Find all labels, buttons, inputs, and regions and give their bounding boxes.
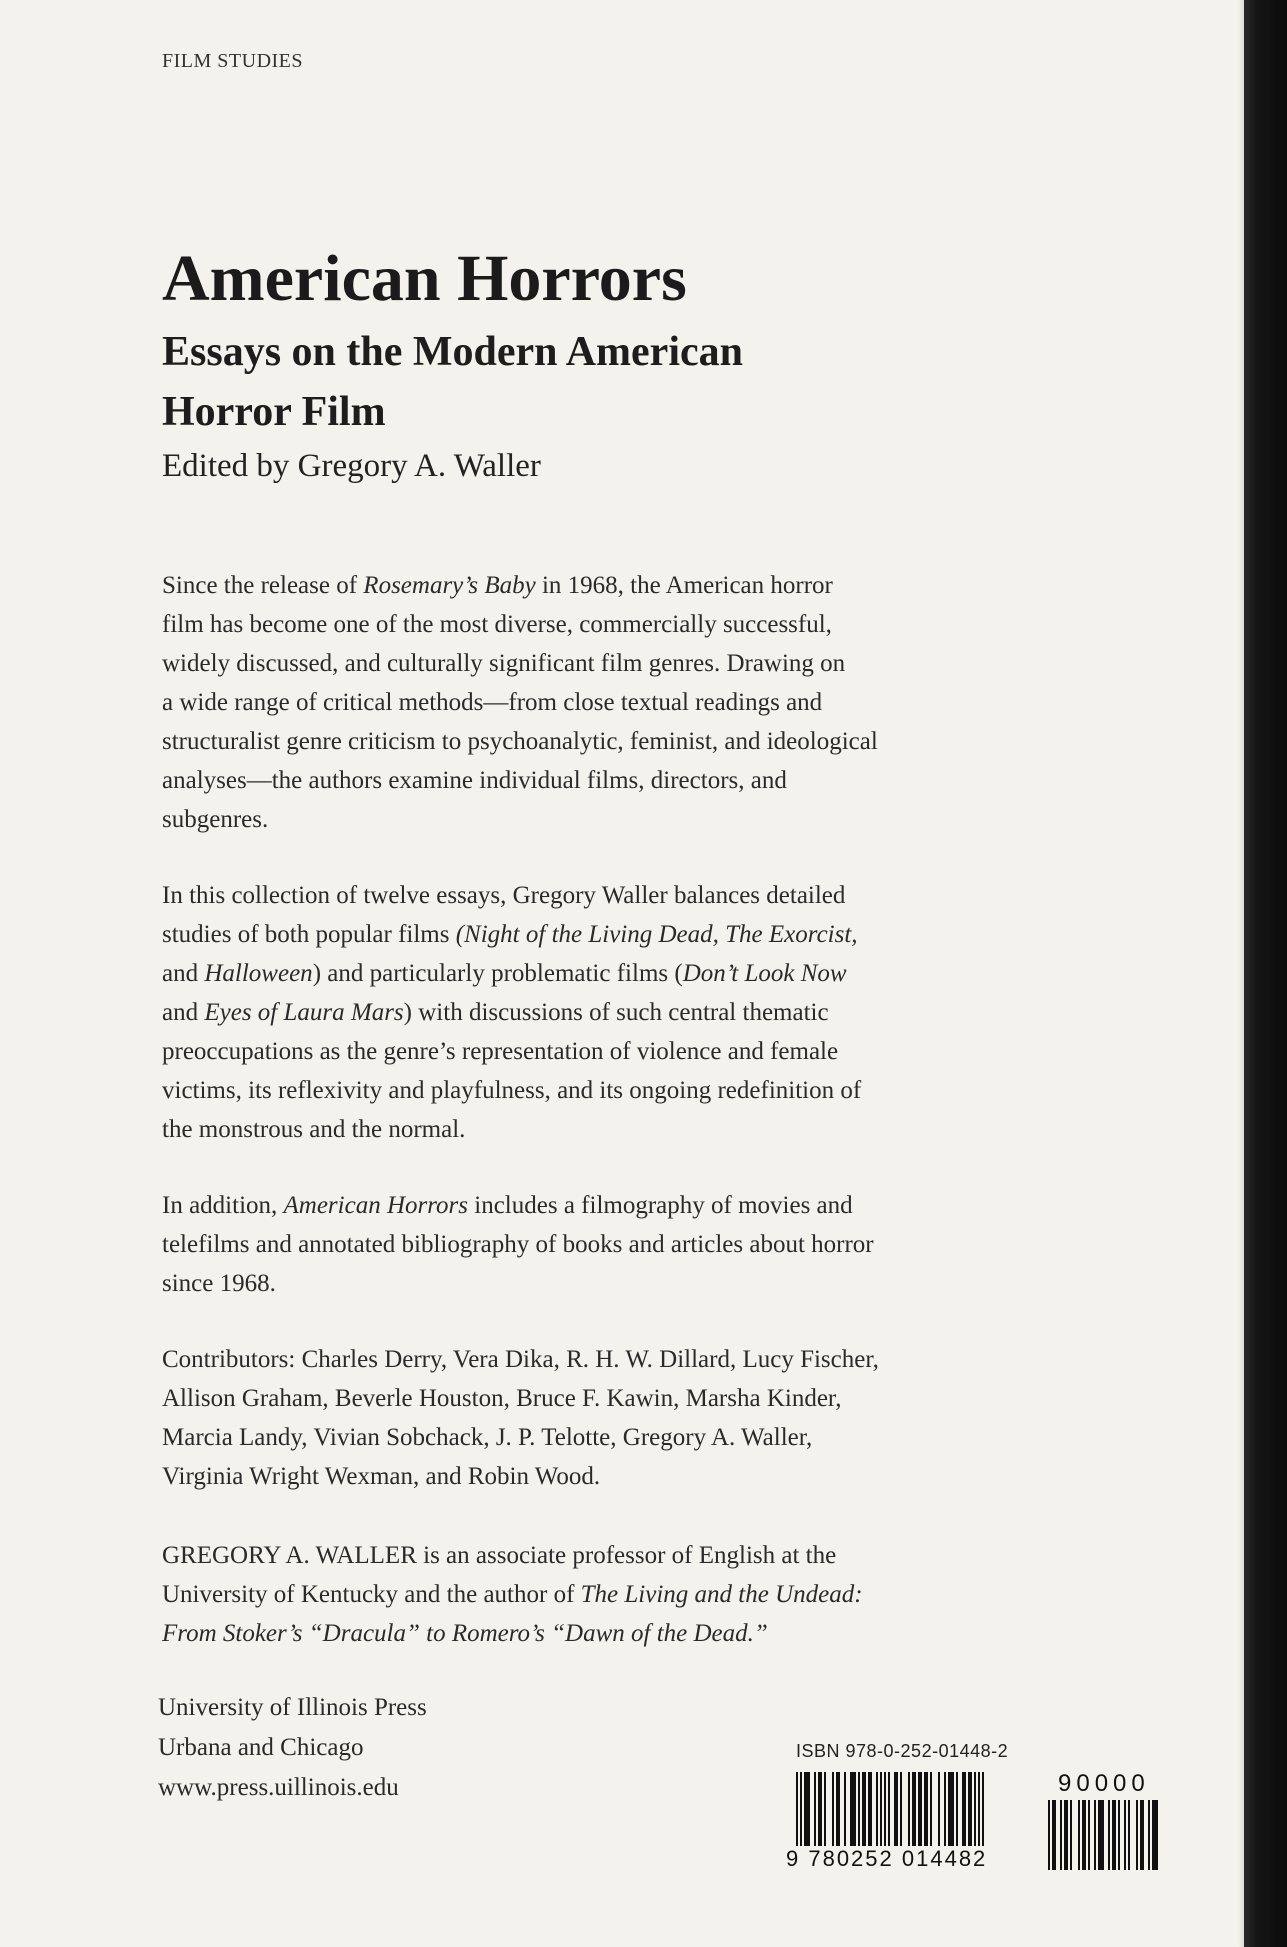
publisher-block: [158, 1688, 427, 1808]
barcode-bar: [956, 1772, 958, 1846]
book-spine: [1244, 0, 1287, 1947]
barcode-bar: [1148, 1800, 1150, 1870]
barcode-bar: [1060, 1800, 1062, 1870]
subtitle-line-1: Essays on the Modern American: [162, 329, 743, 375]
text-line: and Halloween) and particularly problematic films (Don’t Look Now: [162, 960, 847, 987]
subtitle-line-2: Horror Film: [162, 389, 386, 435]
book-subtitle: [162, 322, 743, 442]
barcode-bar: [824, 1772, 826, 1846]
publisher-url[interactable]: www.press.uillinois.edu: [158, 1774, 399, 1801]
barcode-bar: [1118, 1800, 1120, 1870]
barcode-bar: [930, 1772, 932, 1846]
text-line: subgenres.: [162, 806, 269, 833]
description-paragraph-2: [162, 876, 1032, 1149]
book-title: American Horrors: [162, 242, 687, 315]
barcode-bar: [880, 1772, 882, 1846]
barcode-bar: [944, 1772, 946, 1846]
text-line: Contributors: Charles Derry, Vera Dika, R. H. W. Dillard, Lucy Fischer,: [162, 1346, 879, 1373]
barcode-bar: [1048, 1800, 1050, 1870]
barcode-bar: [1140, 1800, 1144, 1870]
description-paragraph-3: [162, 1186, 1032, 1303]
text-line: Allison Graham, Beverle Houston, Bruce F. Kawin, Marsha Kinder,: [162, 1385, 842, 1412]
ean-digits: 9 780252 014482: [786, 1846, 988, 1871]
barcode-bar: [962, 1772, 966, 1846]
film-title-rosemarys-baby: Rosemary’s Baby: [363, 572, 536, 599]
barcode-bar: [894, 1772, 898, 1846]
barcode-bar: [918, 1772, 922, 1846]
text-line: since 1968.: [162, 1270, 276, 1297]
barcode-bar: [1064, 1800, 1068, 1870]
barcode-bar: [1112, 1800, 1116, 1870]
text-line: film has become one of the most diverse, commercially successful,: [162, 611, 832, 638]
barcode-bar: [1152, 1800, 1158, 1870]
addon-barcode: [1048, 1800, 1162, 1870]
book-title-reference: American Horrors: [283, 1192, 469, 1219]
text-line: Since the release of Rosemary’s Baby in 1968, the American horror: [162, 572, 833, 599]
addon-digits: 90000: [1058, 1770, 1150, 1797]
text-line: Marcia Landy, Vivian Sobchack, J. P. Telotte, Gregory A. Waller,: [162, 1424, 813, 1451]
text-line: Virginia Wright Wexman, and Robin Wood.: [162, 1463, 601, 1490]
contributors-list: [162, 1340, 1032, 1496]
book-title-living-and-undead: The Living and the Undead:: [580, 1581, 863, 1608]
barcode-bar: [968, 1772, 972, 1846]
barcode-bar: [818, 1772, 822, 1846]
barcode-bar: [1094, 1800, 1096, 1870]
barcode-bar: [1052, 1800, 1056, 1870]
barcode-bar: [1082, 1800, 1086, 1870]
barcode-bar: [804, 1772, 810, 1846]
barcode-bar: [1098, 1800, 1104, 1870]
barcode-bar: [1078, 1800, 1080, 1870]
film-titles: (Night of the Living Dead, The Exorcist,: [455, 921, 858, 948]
barcode-bar: [844, 1772, 846, 1846]
barcode-bar: [900, 1772, 902, 1846]
text-line: victims, its reflexivity and playfulness, and its ongoing redefinition of: [162, 1077, 862, 1104]
film-title-halloween: Halloween: [204, 960, 313, 987]
publisher-location: Urbana and Chicago: [158, 1734, 364, 1761]
barcode-bar: [1128, 1800, 1130, 1870]
film-title-eyes-of-laura-mars: Eyes of Laura Mars: [204, 999, 404, 1026]
text-line: analyses—the authors examine individual films, directors, and: [162, 767, 787, 794]
author-bio: [162, 1536, 1032, 1653]
series-label: FILM STUDIES: [162, 50, 304, 72]
description-paragraph-1: [162, 566, 1032, 839]
barcode-bar: [1136, 1800, 1138, 1870]
barcode-bar: [836, 1772, 840, 1846]
text-line: In this collection of twelve essays, Gregory Waller balances detailed: [162, 882, 846, 909]
barcode-bar: [858, 1772, 860, 1846]
barcode-bar: [912, 1772, 916, 1846]
barcode-bar: [850, 1772, 856, 1846]
barcode-bar: [908, 1772, 910, 1846]
text-line: and Eyes of Laura Mars) with discussions of such central thematic: [162, 999, 829, 1026]
isbn-label: ISBN 978-0-252-01448-2: [796, 1741, 1009, 1761]
barcode-bar: [974, 1772, 976, 1846]
text-line: telefilms and annotated bibliography of books and articles about horror: [162, 1231, 874, 1258]
text-line: From Stoker’s “Dracula” to Romero’s “Dawn of the Dead.”: [162, 1620, 768, 1647]
barcode-bar: [1070, 1800, 1072, 1870]
editor-credit: Edited by Gregory A. Waller: [162, 448, 541, 484]
publisher-name: University of Illinois Press: [158, 1694, 427, 1721]
text-line: studies of both popular films (Night of the Living Dead, The Exorcist,: [162, 921, 858, 948]
text-line: GREGORY A. WALLER is an associate professor of English at the: [162, 1542, 837, 1569]
text-line: the monstrous and the normal.: [162, 1116, 466, 1143]
barcode-bar: [1088, 1800, 1090, 1870]
barcode-bar: [1108, 1800, 1110, 1870]
text-line: University of Kentucky and the author of The Living and the Undead:: [162, 1581, 863, 1608]
barcode-bar: [948, 1772, 954, 1846]
text-line: a wide range of critical methods—from close textual readings and: [162, 689, 823, 716]
film-title-dont-look-now: Don’t Look Now: [682, 960, 847, 987]
barcode-bar: [876, 1772, 878, 1846]
barcode-bar: [868, 1772, 872, 1846]
barcode-bar: [1124, 1800, 1126, 1870]
text-line: preoccupations as the genre’s representation of violence and female: [162, 1038, 839, 1065]
barcode-bar: [832, 1772, 834, 1846]
text-line: widely discussed, and culturally significant film genres. Drawing on: [162, 650, 846, 677]
barcode-bar: [924, 1772, 928, 1846]
text-line: structuralist genre criticism to psychoanalytic, feminist, and ideological: [162, 728, 878, 755]
barcode-bar: [814, 1772, 816, 1846]
barcode-bar: [862, 1772, 866, 1846]
barcode-bar: [938, 1772, 940, 1846]
text-line: In addition, American Horrors includes a filmography of movies and: [162, 1192, 853, 1219]
